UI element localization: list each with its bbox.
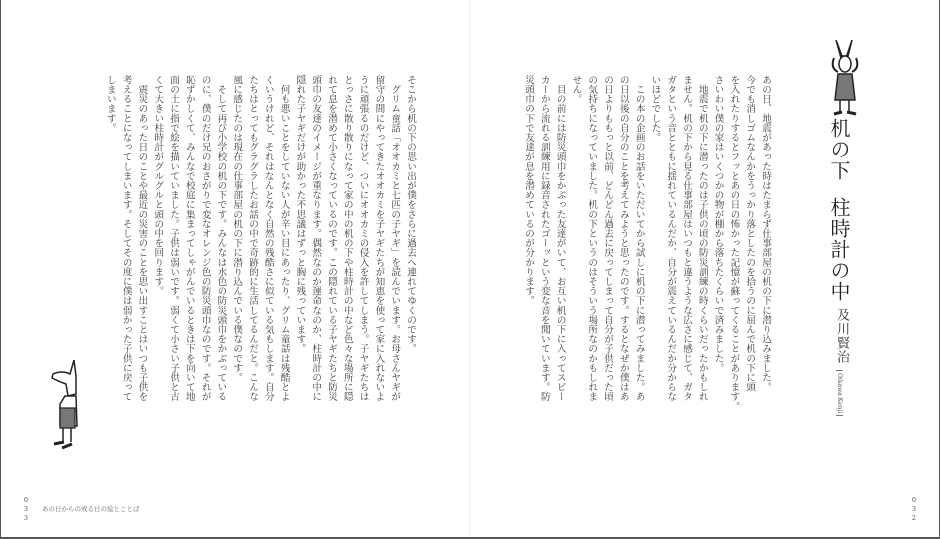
- text-line: 頭巾の友達のイメージが重なります。偶然なのか運命なのか、柱時計の中に: [310, 75, 322, 402]
- text-line: 隠れた子ヤギだけが助かった不思議はずっと胸に残っています。: [294, 75, 306, 354]
- book-footer-title: あの日からの或る日の絵とことば: [42, 505, 140, 513]
- text-line: とっさに散り散りになって家の中の机の下や柱時計の中など色々な場所に隠: [341, 75, 353, 402]
- text-line: 今でも消しゴムなんかをうっかり落としたのを拾うのに屈んで机の下に頭: [744, 75, 756, 392]
- text-line: ガタという音とともに揺れているんだか、自分が震えているんだか分からな: [665, 75, 677, 402]
- text-line: 目の前には防災頭巾をかぶった友達がいて、お互い机の下に入ってスピー: [554, 75, 566, 402]
- author-name: 及川賢治: [834, 308, 849, 364]
- text-line: 恥ずかしくて、みんなで校庭に集まってしゃがんでいるときは下を向いて地: [183, 75, 195, 402]
- title-part-1: 机の下: [827, 118, 851, 181]
- text-line: しまいます。: [104, 75, 116, 133]
- page-number-right: 032: [910, 496, 918, 523]
- right-page-body-text: [520, 75, 773, 411]
- text-line: 災頭巾の下で友達が息を潜めているのが分かります。: [523, 75, 535, 306]
- text-line: グリム童話「オオカミと七匹の子ヤギ」を読んでいます。お母さんヤギが: [389, 75, 401, 402]
- text-line: 震災のあった日のことや最近の災害のことを思い出すことはいつも子供を: [136, 75, 148, 402]
- text-line: あの日、地震があった時はたまらず仕事部屋の机の下に潜り込みました。: [760, 75, 771, 392]
- text-line: いほどでした。: [649, 75, 661, 143]
- text-line: の気持ちになっていました。机の下というのはそういう場所なのかもしれま: [586, 75, 598, 402]
- text-line: 何も悪いことをしていない人が辛い目にあったり、グリム童話は残酷とよ: [278, 75, 290, 402]
- text-line: れて息を潜めて小さくなっているのです。この隠れている子ヤギたちと防災: [326, 75, 338, 402]
- text-line: たちはとってもグラグラしたお話の中で奇跡的に生活してるんだと。こんな: [247, 75, 259, 402]
- text-line: この本の企画のお話をいただいてから試しに机の下に潜ってみました。あ: [633, 75, 645, 402]
- text-line: そこから机の下の思い出が僕をさらに過去へ連れてゆくのです。: [405, 75, 416, 354]
- text-line: ません。机の下から見る仕事部屋はいつもと違うような広さに感じて、ガタ: [681, 75, 693, 402]
- text-line: 面の土に指で絵を描いていました。子供は弱いです。弱くて小さい子供と古: [168, 75, 180, 402]
- title-part-2: 柱時計の中: [827, 197, 851, 302]
- text-line: そして再び小学校の机の下です。みんなは水色の防災頭巾をかぶっている: [215, 75, 227, 402]
- text-line: を入れたりするとフッとあの日の怖かった記憶が蘇ってくることがあります。: [728, 75, 740, 411]
- book-gutter: [469, 0, 470, 537]
- text-line: うに頑張るのだけど、ついにオオカミの侵入を許してしまう。子ヤギたちは: [357, 75, 369, 402]
- page-number-left: 033: [22, 496, 30, 523]
- dog-illustration-icon: [48, 360, 84, 452]
- essay-title: [828, 118, 850, 302]
- left-page-body-text: [102, 75, 418, 401]
- text-line: くいうけれど、それはなんとなく自然の残酷さに似ている気もします。自分: [262, 75, 274, 402]
- text-line: 考えることになってしまいます。そしてその度に僕は弱かった子供に戻って: [120, 75, 132, 402]
- text-line: くて大きい柱時計がグルグルと頭の中を回ります。: [152, 75, 164, 296]
- text-line: のに、僕のだけ兄のおさがりで変なオレンジ色の防災頭巾なのです。それが: [199, 75, 211, 402]
- text-line: 地震で机の下に潜ったのは子供の頃の防災訓練の時くらいだったかもしれ: [696, 75, 708, 402]
- text-line: の日以後の自分のことを考えてみようと思ったのです。するとなぜか僕はあ: [617, 75, 629, 402]
- text-line: せん。: [570, 75, 582, 104]
- text-line: 風に感じたのは現在の仕事部屋の机の下に潜り込んでいる僕なのです。: [231, 75, 243, 383]
- text-line: カーから流れる訓練用に録音されたゴーッという変な音を聞いています。防: [538, 75, 550, 402]
- text-line: 留守の間にやってきたオオカミを子ヤギたちが知恵を使って家に入れないよ: [373, 75, 385, 402]
- rabbit-illustration-icon: [826, 38, 866, 118]
- author-romaji: Oikawa Kenji: [836, 370, 843, 416]
- text-line: の日よりももっと以前、どんどん過去に戻ってしまって自分が子供だった頃: [602, 75, 614, 402]
- text-line: さいわい僕の家はいくつかの物が棚から落ちたくらいで済みました。: [712, 75, 724, 373]
